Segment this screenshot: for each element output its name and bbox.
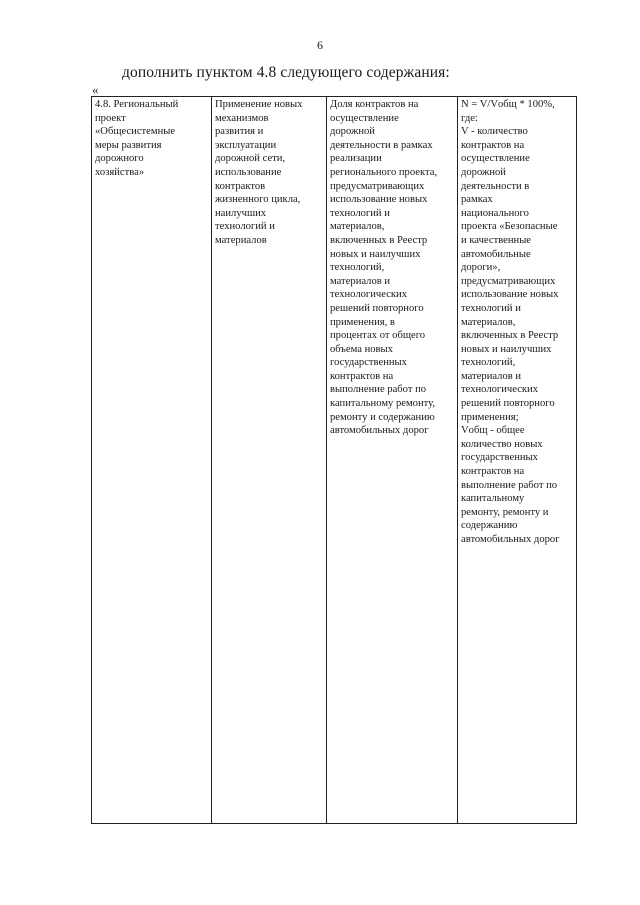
page-number: 6 — [317, 38, 323, 52]
table-cell-indicator — [327, 97, 458, 824]
intro-text: дополнить пунктом 4.8 следующего содержания: — [122, 64, 450, 81]
table-cell-measure — [212, 97, 327, 824]
table-cell-formula — [458, 97, 577, 824]
cell-indicator-text: Доля контрактов на осуществление дорожной деятельности в рамках реализации регионального проекта, предусматривающих использование новых технологий и материалов, включенных в Реестр новых и наилучших технологий, материалов и технологических решений повторного применения, в процентах от общего объема новых государственных контрактов на выполнение работ по капитальному ремонту, ремонту и содержанию автомобильных дорог — [330, 99, 438, 437]
table-row — [92, 97, 577, 824]
cell-measure-text: Применение новых механизмов развития и эксплуатации дорожной сети, использование контрактов жизненного цикла, наилучших технологий и материалов — [215, 99, 303, 246]
amendment-table — [91, 96, 577, 824]
opening-quote-mark: « — [92, 82, 99, 97]
cell-formula-text: N = V/Vобщ * 100%, где: V - количество контрактов на осуществление дорожной деятельности в рамках национального проекта «Безопасные и качественные автомобильные дороги», предусматривающих использование новых технологий и материалов, включенных в Реестр новых и наилучших технологий, материалов и технологических решений повторного применения; Vобщ - общее количество новых государственных контрактов на выполнение работ по капитальному ремонту, ремонту и содержанию автомобильных дорог — [461, 99, 560, 545]
cell-project-text: 4.8. Региональный проект «Общесистемные меры развития дорожного хозяйства» — [95, 99, 179, 178]
table-cell-project — [92, 97, 212, 824]
